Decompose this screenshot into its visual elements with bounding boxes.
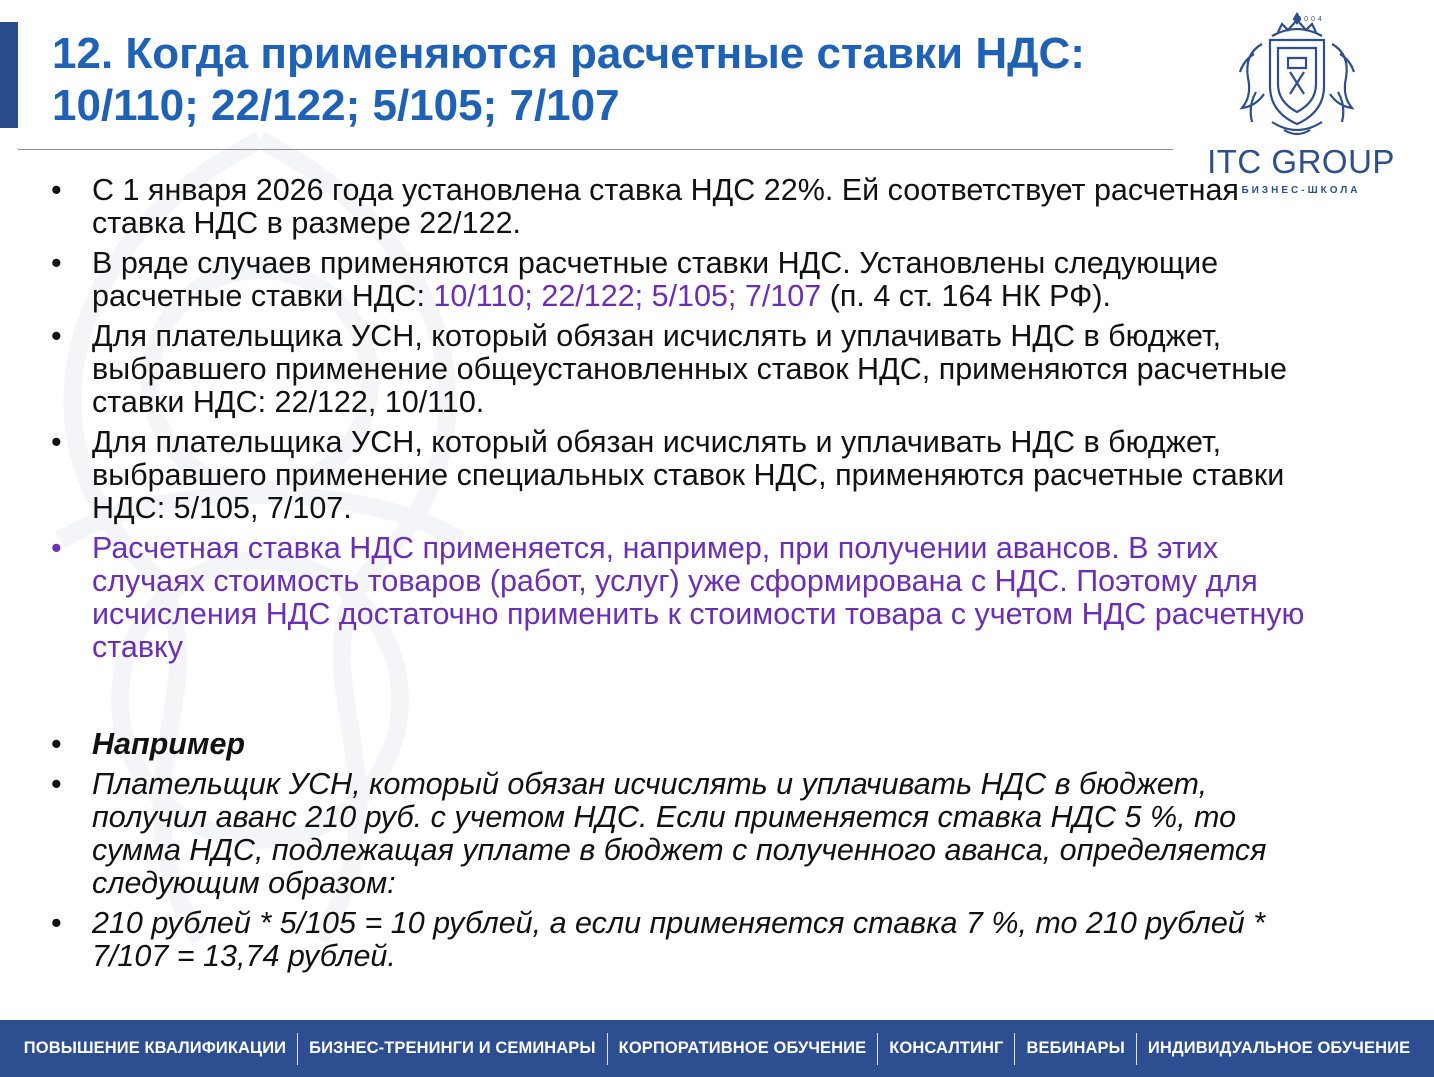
logo-name: ITC GROUP bbox=[1207, 143, 1395, 180]
bullet-text: С 1 января 2026 года установлена ставка НДС 22%. Ей соответствует расчетная ставка НДС в размере 22/122. bbox=[92, 173, 1239, 240]
example-heading bbox=[50, 728, 1320, 761]
itc-group-logo bbox=[1196, 10, 1406, 196]
footer-services-bar bbox=[0, 1020, 1434, 1077]
spacer bbox=[50, 671, 1320, 728]
bullet-text: Расчетная ставка НДС применяется, например, при получении авансов. В этих случаях стоимость товаров (работ, услуг) уже сформирована с НДС. Поэтому для исчисления НДС достаточно применить к стоимости товара с учетом НДС расчетную ставку bbox=[92, 531, 1305, 664]
crest-emblem-icon bbox=[1232, 10, 1362, 142]
footer-separator bbox=[1136, 1033, 1137, 1065]
bullet-text: Плательщик УСН, который обязан исчислять и уплачивать НДС в бюджет, получил аванс 210 руб. с учетом НДС. Если применяется ставка НДС 5 %, то сумма НДС, подлежащая уплате в бюджет с полученного аванса, определяется следующим образом: bbox=[92, 767, 1267, 900]
bullet-text-tail: (п. 4 ст. 164 НК РФ). bbox=[821, 279, 1111, 313]
footer-separator bbox=[877, 1033, 878, 1065]
title-divider bbox=[18, 149, 1173, 150]
footer-item-corporate: КОРПОРАТИВНОЕ ОБУЧЕНИЕ bbox=[618, 1039, 867, 1057]
highlighted-rates: 10/110; 22/122; 5/105; 7/107 bbox=[433, 279, 822, 313]
bullet-marker: • bbox=[51, 246, 62, 280]
page-title: 12. Когда применяются расчетные ставки НДС: 10/110; 22/122; 5/105; 7/107 bbox=[52, 29, 1085, 130]
footer-item-webinars: ВЕБИНАРЫ bbox=[1026, 1039, 1125, 1057]
footer-item-qualification: ПОВЫШЕНИЕ КВАЛИФИКАЦИИ bbox=[23, 1039, 287, 1057]
bullet-marker: • bbox=[51, 767, 62, 801]
footer-item-individual: ИНДИВИДУАЛЬНОЕ ОБУЧЕНИЕ bbox=[1147, 1039, 1411, 1057]
bullet-text: 210 рублей * 5/105 = 10 рублей, а если применяется ставка 7 %, то 210 рублей * 7/107 = 13,74 рублей. bbox=[92, 906, 1266, 973]
footer-item-trainings: БИЗНЕС-ТРЕНИНГИ И СЕМИНАРЫ bbox=[309, 1039, 596, 1057]
bullet-marker: • bbox=[51, 906, 62, 940]
logo-subtitle: БИЗНЕС-ШКОЛА bbox=[1241, 185, 1361, 196]
bullet-item bbox=[50, 426, 1320, 525]
logo-year: 2004 bbox=[1297, 16, 1325, 23]
footer-separator bbox=[607, 1033, 608, 1065]
footer-separator bbox=[297, 1033, 298, 1065]
example-calculation bbox=[50, 907, 1320, 973]
bullet-item bbox=[50, 247, 1320, 313]
bullet-marker: • bbox=[51, 173, 62, 207]
footer-item-consulting: КОНСАЛТИНГ bbox=[889, 1039, 1004, 1057]
title-accent-bar bbox=[0, 22, 18, 128]
footer-separator bbox=[1014, 1033, 1015, 1065]
bullet-marker: • bbox=[51, 319, 62, 353]
example-item bbox=[50, 768, 1320, 900]
bullet-text: В ряде случаев применяются расчетные ставки НДС. Установлены следующие расчетные ставки НДС: bbox=[92, 246, 1219, 313]
bullet-marker: • bbox=[51, 727, 62, 761]
bullet-item bbox=[50, 320, 1320, 419]
bullet-text: Например bbox=[92, 727, 246, 761]
bullet-text: Для плательщика УСН, который обязан исчислять и уплачивать НДС в бюджет, выбравшего применение общеустановленных ставок НДС, применяются расчетные ставки НДС: 22/122, 10/110. bbox=[92, 319, 1287, 419]
bullet-marker: • bbox=[51, 425, 62, 459]
bullet-text: Для плательщика УСН, который обязан исчислять и уплачивать НДС в бюджет, выбравшего применение специальных ставок НДС, применяются расчетные ставки НДС: 5/105, 7/107. bbox=[92, 425, 1285, 525]
bullet-list bbox=[50, 174, 1320, 980]
bullet-item bbox=[50, 174, 1320, 240]
bullet-marker: • bbox=[51, 531, 62, 565]
bullet-item-highlighted bbox=[50, 532, 1320, 664]
